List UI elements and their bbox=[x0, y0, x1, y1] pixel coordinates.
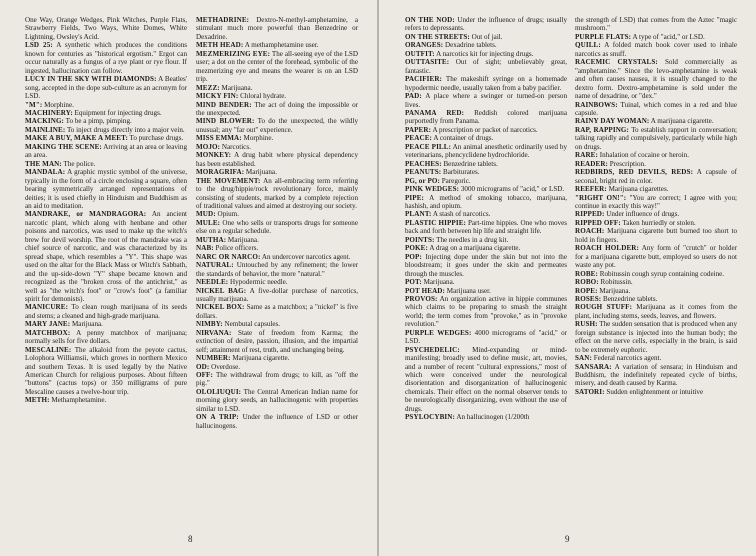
glossary-entry bbox=[405, 126, 567, 134]
entry-term: MAKE A BUY, MAKE A MEET: bbox=[25, 134, 128, 143]
entry-definition: The sudden sensation that is produced when any foreign substance is injected into the human body; the effect on the nerve cells, especially in the brain, is said to be extremely euphoric. bbox=[575, 320, 737, 354]
glossary-entry bbox=[196, 244, 358, 252]
entry-term: PAPER: bbox=[405, 125, 432, 134]
entry-term: NIMBY: bbox=[196, 320, 223, 329]
entry-term: SANSARA: bbox=[575, 362, 612, 371]
glossary-entry bbox=[405, 50, 567, 58]
entry-term: REEFER: bbox=[575, 185, 607, 194]
glossary-entry bbox=[196, 287, 358, 304]
glossary-entry bbox=[405, 253, 567, 278]
entry-definition: Marijuana cigarette. bbox=[230, 354, 290, 363]
glossary-entry bbox=[575, 151, 737, 159]
entry-definition: "You are correct; I agree with you; continue in exactly this way!" bbox=[575, 193, 737, 210]
entry-definition: The act of doing the impossible or the unexpected. bbox=[196, 100, 358, 117]
glossary-entry bbox=[405, 177, 567, 185]
glossary-entry bbox=[196, 371, 358, 388]
right-page-column-1 bbox=[405, 16, 567, 422]
entry-definition: Narcotics. bbox=[220, 142, 251, 151]
entry-definition: Chloral hydrate. bbox=[238, 92, 287, 101]
entry-definition: Prescription. bbox=[608, 159, 646, 168]
glossary-entry bbox=[196, 363, 358, 371]
entry-term: MULE: bbox=[196, 218, 221, 227]
entry-definition: Reddish colored marijuana purportedly from Panama. bbox=[405, 108, 567, 126]
entry-term: RAINY DAY WOMAN: bbox=[575, 117, 650, 126]
entry-definition: Paregoric. bbox=[439, 176, 471, 185]
entry-definition: Under influence of drugs. bbox=[604, 210, 680, 219]
glossary-entry bbox=[405, 329, 567, 346]
entry-definition: A five-dollar purchase of narcotics, usually marijuana. bbox=[196, 286, 359, 303]
glossary-entry bbox=[405, 109, 567, 126]
entry-term: PEACE: bbox=[405, 134, 433, 143]
glossary-entry bbox=[405, 58, 567, 75]
entry-definition: Dextro-N-methyl-amphetamine, a stimulant much more powerful than Benzedrine or Dexadrine. bbox=[196, 16, 358, 41]
entry-definition: Hypodermic needle. bbox=[228, 278, 288, 287]
entry-definition: Nembutal capsules. bbox=[222, 320, 281, 329]
entry-term: PURPLE WEDGES: bbox=[405, 328, 472, 337]
entry-term: MUD: bbox=[196, 210, 216, 219]
glossary-entry bbox=[575, 58, 737, 100]
page-number: 9 bbox=[565, 534, 570, 544]
entry-definition: Robitussin. bbox=[598, 278, 633, 287]
entry-term: ROACH: bbox=[575, 227, 605, 236]
glossary-entry bbox=[196, 388, 358, 413]
entry-term: MIND BENDER: bbox=[196, 100, 252, 109]
entry-term: ROACH HOLDER: bbox=[575, 244, 639, 253]
entry-definition: The all-seeing eye of the LSD user; a dot on the center of the forehead, symbolic of the mezmerizing eye and means the wearer is on an LSD trip. bbox=[196, 49, 358, 84]
entry-definition: The alkaloid from the peyote cactus, Lolophora Williamsii, which grows in northern Mexico and southern Texas. It is used legally by the Native American Church for religious purposes. About fifteen "buttons" (cactus tops) or 350 milligrams of pure Mescaline causes a twelve-hour trip. bbox=[25, 345, 187, 396]
glossary-entry bbox=[405, 346, 567, 414]
glossary-entry-continuation bbox=[25, 16, 187, 41]
entry-definition: Benzedrine tablets. bbox=[441, 159, 498, 168]
glossary-entry bbox=[405, 295, 567, 329]
entry-term: POKE: bbox=[405, 244, 428, 253]
entry-term: MESCALINE: bbox=[25, 345, 72, 354]
entry-definition: One who sells or transports drugs for someone else on a regular schedule. bbox=[196, 218, 358, 236]
entry-definition: Under the influence of drugs; usually refers to depressants. bbox=[405, 16, 568, 33]
glossary-entry bbox=[575, 227, 737, 244]
glossary-entry bbox=[25, 101, 187, 109]
entry-definition: An all-embracing term referring to the drug/hippie/rock revolutionary force, mainly consisting of students, marked by a complete rejection of traditional values and aimed at destroying our society. bbox=[196, 176, 358, 210]
entry-term: NUMBER: bbox=[196, 354, 231, 363]
entry-term: MANDRAKE, or MANDRAGORA: bbox=[25, 210, 147, 219]
entry-definition: State of freedom from Karma; the extinction of desire, passion, illusion, and the impartial self; attainment of rest, truth, and unchanging being. bbox=[196, 328, 358, 354]
entry-term: OLOLIUQUI: bbox=[196, 387, 242, 396]
entry-definition: To purchase drugs. bbox=[127, 134, 184, 143]
entry-definition: A graphic mystic symbol of the universe, typically in the form of a circle enclosing a square, often bearing symmetrically arranged representations of deities; it is used chiefly in Hinduism and Buddhism as an aid to meditation. bbox=[25, 168, 187, 210]
entry-term: ORANGES: bbox=[405, 41, 444, 50]
glossary-entry bbox=[196, 50, 358, 84]
entry-term: MICKY FIN: bbox=[196, 92, 239, 101]
entry-term: PROVOS: bbox=[405, 294, 438, 303]
entry-definition: The police. bbox=[61, 159, 96, 168]
glossary-entry bbox=[575, 160, 737, 168]
entry-term: RUSH: bbox=[575, 320, 598, 329]
entry-definition: Out of sight; unbelievably great, fantastic. bbox=[405, 58, 567, 75]
entry-term: NARC OR NARCO: bbox=[196, 252, 261, 261]
glossary-entry bbox=[575, 185, 737, 193]
glossary-entry bbox=[575, 320, 737, 354]
entry-definition: 3000 micrograms of "acid," or LSD. bbox=[459, 185, 565, 194]
entry-definition: Marijuana. bbox=[219, 83, 253, 92]
glossary-entry bbox=[196, 16, 358, 41]
glossary-entry bbox=[196, 236, 358, 244]
entry-definition: Marijuana. bbox=[244, 168, 277, 177]
entry-definition: A marijuana cigarette. bbox=[649, 117, 714, 126]
entry-definition: Dexadrine tablets. bbox=[443, 41, 497, 50]
entry-term: REDBIRDS, RED DEVILS, REDS: bbox=[575, 168, 694, 177]
entry-term: OD: bbox=[196, 362, 210, 371]
entry-term: MORAGRIFA: bbox=[196, 168, 245, 177]
entry-term: NICKEL BAG: bbox=[196, 286, 247, 295]
entry-term: PIPE: bbox=[405, 193, 425, 202]
glossary-entry bbox=[196, 303, 358, 320]
glossary-entry bbox=[196, 41, 358, 49]
entry-definition: Opium. bbox=[215, 210, 239, 219]
entry-term: THE MOVEMENT: bbox=[196, 176, 261, 185]
entry-term: ON A TRIP: bbox=[196, 413, 239, 422]
entry-definition: A capsule of seconal, bright red in color. bbox=[575, 168, 737, 185]
glossary-entry bbox=[405, 16, 567, 33]
glossary-entry bbox=[25, 329, 187, 346]
entry-term: OUTTASITE: bbox=[405, 58, 450, 67]
entry-definition: Marijuana as it comes from the plant, including stems, seeds, leaves, and flowers. bbox=[575, 303, 737, 320]
entry-term: METH HEAD: bbox=[196, 41, 244, 50]
entry-definition: Marijuana user. bbox=[445, 286, 491, 295]
entry-term: MIND BLOWER: bbox=[196, 117, 255, 126]
glossary-entry bbox=[405, 236, 567, 244]
glossary-entry bbox=[575, 219, 737, 227]
entry-definition: Methamphetamine. bbox=[49, 396, 107, 405]
glossary-entry bbox=[196, 219, 358, 236]
entry-definition: Equipment for injecting drugs. bbox=[72, 108, 162, 117]
entry-term: ON THE STREETS: bbox=[405, 32, 470, 41]
entry-definition: The withdrawal from drugs; to kill, as "off the pig." bbox=[196, 371, 358, 388]
glossary-entry bbox=[405, 134, 567, 142]
glossary-entry bbox=[25, 126, 187, 134]
entry-term: "M": bbox=[25, 100, 43, 109]
glossary-entry bbox=[575, 168, 737, 185]
entry-term: PLANT: bbox=[405, 210, 432, 219]
right-page-column-2 bbox=[575, 16, 737, 396]
entry-definition: To establish rapport in conversation; talking rapidly and compulsively, particularly while high on drugs. bbox=[575, 125, 737, 151]
glossary-entry bbox=[575, 270, 737, 278]
entry-term: RAINBOWS: bbox=[575, 100, 618, 109]
glossary-entry bbox=[405, 210, 567, 218]
glossary-entry bbox=[575, 244, 737, 269]
glossary-entry bbox=[196, 168, 358, 176]
entry-term: MARY JANE: bbox=[25, 320, 71, 329]
glossary-entry bbox=[575, 354, 737, 362]
entry-definition: A penny matchbox of marijuana; normally sells for five dollars. bbox=[25, 328, 187, 346]
entry-definition: Robitussin cough syrup containing codeine. bbox=[597, 269, 725, 278]
entry-definition: Any form of "crutch" or holder for a marijuana cigarette butt, employed so users do not waste any pot. bbox=[575, 244, 737, 270]
glossary-entry bbox=[25, 117, 187, 125]
entry-term: PINK WEDGES: bbox=[405, 185, 460, 194]
glossary-entry bbox=[405, 413, 567, 421]
entry-term: NEEDLE: bbox=[196, 278, 229, 287]
left-page-column-2 bbox=[196, 16, 358, 430]
entry-term: POINTS: bbox=[405, 235, 435, 244]
entry-term: PLASTIC HIPPIE: bbox=[405, 218, 466, 227]
entry-term: ROBE: bbox=[575, 269, 598, 278]
entry-definition: The needles in a drug kit. bbox=[434, 235, 509, 244]
entry-term: PURPLE FLATS: bbox=[575, 32, 632, 41]
entry-term: NAB: bbox=[196, 244, 214, 253]
entry-term: POT: bbox=[405, 278, 422, 287]
entry-term: ROBO: bbox=[575, 278, 599, 287]
entry-term: MATCHBOX: bbox=[25, 328, 71, 337]
entry-term: MANDALA: bbox=[25, 168, 66, 177]
entry-definition: Sold commercially as "amphetamine." Since the levo-amphetamine is weak and often causes nausea, it is usually changed to the dextro form. Dextro-amphetamine is sold under the name of dexadrine, or "dex." bbox=[575, 58, 737, 101]
glossary-entry bbox=[575, 194, 737, 211]
glossary-entry bbox=[196, 413, 358, 430]
glossary-entry bbox=[25, 41, 187, 75]
glossary-entry bbox=[25, 346, 187, 397]
entry-definition: A method of smoking tobacco, marijuana, hashish, and opium. bbox=[405, 193, 567, 210]
entry-definition: To clean rough marijuana of its seeds and stems; a cleaned and high-grade marijuana. bbox=[25, 303, 187, 320]
entry-term: PACIFIER: bbox=[405, 75, 443, 84]
entry-term: MAKING THE SCENE: bbox=[25, 142, 102, 151]
entry-term: OFF: bbox=[196, 371, 213, 380]
glossary-entry bbox=[405, 33, 567, 41]
entry-definition: Barbiturates. bbox=[441, 168, 480, 177]
entry-definition: Under the influence of LSD or other hallucinogens. bbox=[196, 413, 358, 430]
entry-term: PANAMA RED: bbox=[405, 108, 465, 117]
entry-term: ROUGH STUFF: bbox=[575, 303, 633, 312]
glossary-entry bbox=[196, 84, 358, 92]
glossary-entry bbox=[405, 278, 567, 286]
entry-term: ON THE NOD: bbox=[405, 16, 455, 24]
glossary-entry bbox=[196, 143, 358, 151]
entry-definition: One Way, Orange Wedges, Pink Witches, Purple Flats, Strawberry Fields, Two Ways, White Domes, White Lightning, Owsley's Acid. bbox=[25, 16, 187, 41]
entry-definition: Arriving at an area or leaving an area. bbox=[25, 142, 188, 160]
entry-term: RAP, RAPPING: bbox=[575, 125, 630, 134]
entry-definition: A methamphetamine user. bbox=[243, 41, 319, 50]
glossary-entry bbox=[575, 33, 737, 41]
entry-definition: A Beatles' song, accepted in the dope sub-culture as an acronym for LSD. bbox=[25, 75, 188, 101]
entry-definition: Same as a matchbox; a "nickel" is five dollars. bbox=[196, 303, 358, 320]
entry-term: NIRVANA: bbox=[196, 328, 232, 337]
entry-definition: Marijuana cigarettes. bbox=[606, 185, 669, 194]
entry-definition: Mind-expanding or mind-manifesting; broadly used to define music, art, movies, and a number of recent "cultural expressions," most of which were conceived under the neurological disorientation and disorganization of hallucinogenic chemicals. Their effect on the normal observer tends to be neurologically disorganizing, even without the use of drugs. bbox=[405, 345, 567, 413]
glossary-entry bbox=[25, 75, 187, 100]
glossary-entry bbox=[196, 329, 358, 354]
entry-definition: A drag on a marijuana cigarette. bbox=[427, 244, 521, 253]
entry-term: PEACHES: bbox=[405, 159, 442, 168]
glossary-entry bbox=[405, 194, 567, 211]
left-page bbox=[0, 0, 377, 556]
entry-term: RACEMIC CRYSTALS: bbox=[575, 58, 658, 67]
entry-term: PEACE PILL: bbox=[405, 142, 452, 151]
glossary-entry bbox=[196, 177, 358, 211]
left-page-column-1 bbox=[25, 16, 187, 405]
entry-term: POT HEAD: bbox=[405, 286, 445, 295]
entry-term: RARE: bbox=[575, 151, 598, 160]
entry-definition: Marijuana. bbox=[597, 286, 631, 295]
entry-term: MOJO: bbox=[196, 142, 221, 151]
glossary-entry bbox=[25, 303, 187, 320]
glossary-entry bbox=[196, 354, 358, 362]
glossary-entry bbox=[405, 185, 567, 193]
entry-term: "RIGHT ON!": bbox=[575, 193, 627, 202]
glossary-entry bbox=[405, 143, 567, 160]
glossary-entry bbox=[405, 168, 567, 176]
entry-term: MUTHA: bbox=[196, 235, 227, 244]
entry-definition: An hallucinogen (1/200th bbox=[454, 413, 530, 422]
entry-term: RIPPED: bbox=[575, 210, 605, 219]
entry-term: MEZZ: bbox=[196, 83, 220, 92]
entry-term: ROSES: bbox=[575, 294, 602, 303]
entry-definition: A type of "acid," or LSD. bbox=[631, 32, 705, 41]
glossary-entry bbox=[196, 261, 358, 278]
entry-definition: A narcotics kit for injecting drugs. bbox=[434, 49, 534, 58]
entry-definition: A place where a swinger or turned-on person lives. bbox=[405, 92, 567, 109]
glossary-entry bbox=[25, 168, 187, 210]
entry-definition: An ancient narcotic plant, which along with henbane and other poisons and narcotics, was used to make up the witch's brew for devil worship. The root of the mandrake was a chief source of narcotic, and was characterized by its spread shape, which resembles a "Y". This shape was used on the altar for the Black Mass or Witch's Sabbath, and the up-side-down "Y" shape became known and recognized as the "broken cross of the antichrist," as well as "the witch's foot" or "crow's foot" (a familiar spirit for demonists). bbox=[25, 210, 187, 303]
entry-term: PSYCHEDELIC: bbox=[405, 345, 460, 354]
entry-definition: Federal narcotics agent. bbox=[591, 354, 662, 363]
glossary-entry bbox=[196, 210, 358, 218]
entry-definition: Part-time hippies. One who moves back and forth between hip life and straight life. bbox=[405, 218, 567, 236]
entry-definition: 4000 micrograms of "acid," or LSD. bbox=[405, 328, 567, 346]
entry-definition: A drug habit where physical dependency has been established. bbox=[196, 151, 358, 168]
glossary-entry bbox=[405, 92, 567, 109]
entry-term: MACKING: bbox=[25, 117, 65, 126]
glossary-entry bbox=[575, 388, 737, 396]
glossary-entry bbox=[25, 320, 187, 328]
entry-term: NATURAL: bbox=[196, 261, 234, 270]
entry-term: METH: bbox=[25, 396, 50, 405]
entry-term: MISS EMMA: bbox=[196, 134, 242, 143]
glossary-entry bbox=[405, 244, 567, 252]
entry-term: OUTFIT: bbox=[405, 49, 435, 58]
entry-definition: Marijuana. bbox=[70, 320, 103, 329]
glossary-entry bbox=[575, 278, 737, 286]
glossary-entry bbox=[575, 287, 737, 295]
entry-definition: A prescription or packet of narcotics. bbox=[431, 125, 538, 134]
entry-definition: The makeshift syringe on a homemade hypodermic needle, usually taken from a baby pacifier. bbox=[405, 75, 567, 92]
glossary-entry-continuation bbox=[575, 16, 737, 33]
glossary-entry bbox=[25, 109, 187, 117]
entry-term: LUCY IN THE SKY WITH DIAMONDS: bbox=[25, 75, 157, 84]
entry-definition: Sudden enlightenment or intuitive bbox=[604, 387, 704, 396]
entry-term: SATORI: bbox=[575, 387, 605, 396]
entry-term: PSYLOCYBIN: bbox=[405, 413, 455, 422]
entry-term: PG, or PO: bbox=[405, 176, 440, 185]
entry-definition: Marijuana. bbox=[226, 235, 259, 244]
entry-term: MACHINERY: bbox=[25, 108, 73, 117]
right-page bbox=[379, 0, 756, 556]
entry-definition: Morphine. bbox=[241, 134, 274, 143]
glossary-entry bbox=[405, 41, 567, 49]
entry-definition: Inhalation of cocaine or heroin. bbox=[597, 151, 689, 160]
glossary-entry bbox=[196, 151, 358, 168]
page-number: 8 bbox=[188, 534, 193, 544]
entry-term: SAN: bbox=[575, 354, 592, 363]
entry-definition: To inject drugs directly into a major vein. bbox=[65, 125, 185, 134]
entry-definition: the strength of LSD) that comes from the Aztec "magic mushroom." bbox=[575, 16, 737, 33]
glossary-entry bbox=[25, 396, 187, 404]
entry-definition: Untouched by any refinement; the lower the standards of behavior, the more "natural." bbox=[196, 261, 358, 278]
entry-definition: Out of jail. bbox=[469, 32, 503, 41]
entry-term: PAD: bbox=[405, 92, 422, 101]
glossary-entry bbox=[196, 253, 358, 261]
entry-term: RIPPED OFF: bbox=[575, 218, 621, 227]
entry-term: QUILL: bbox=[575, 41, 601, 50]
glossary-entry bbox=[196, 117, 358, 134]
entry-term: NICKEL BOX: bbox=[196, 303, 245, 312]
entry-definition: Tuinal, which comes in a red and blue capsule. bbox=[575, 100, 737, 117]
entry-definition: A synthetic which produces the conditions known for centuries as "historical ergotism." Ergot can occur naturally as a fungus of a rye plant or rye flour. If ingested, hallucination can follow. bbox=[25, 41, 187, 75]
entry-definition: The Central American Indian name for morning glory seeds, an hallucinogenic with properties similar to LSD. bbox=[196, 387, 358, 413]
entry-definition: An organization active in hippie communes which claims to be preparing to smash the straight world; the term comes from "provoke," as in "provoke revolution." bbox=[405, 294, 567, 329]
glossary-entry bbox=[196, 92, 358, 100]
entry-term: METHADRINE: bbox=[196, 16, 250, 24]
entry-term: PEANUTS: bbox=[405, 168, 442, 177]
entry-definition: To be a pimp, pimping. bbox=[64, 117, 132, 126]
entry-term: MONKEY: bbox=[196, 151, 232, 160]
entry-definition: Marijuana. bbox=[421, 278, 455, 287]
entry-term: POP: bbox=[405, 252, 422, 261]
entry-definition: A container of drugs. bbox=[432, 134, 494, 143]
entry-definition: An undercover narcotics agent. bbox=[260, 252, 351, 261]
glossary-entry bbox=[575, 126, 737, 151]
glossary-entry bbox=[405, 287, 567, 295]
entry-definition: An animal anesthetic ordinarily used by veterinarians, phencyclidene hydrochloride. bbox=[405, 142, 568, 160]
glossary-entry bbox=[405, 219, 567, 236]
glossary-entry bbox=[405, 75, 567, 92]
glossary-entry bbox=[196, 134, 358, 142]
glossary-entry bbox=[196, 320, 358, 328]
entry-definition: A folded match book cover used to inhale narcotics as snuff. bbox=[575, 41, 737, 58]
entry-definition: To do the unexpected, the wildly unusual; any "far out" experience. bbox=[196, 117, 358, 134]
glossary-entry bbox=[575, 101, 737, 118]
entry-term: THE MAN: bbox=[25, 159, 62, 168]
entry-definition: Benzedrine tablets. bbox=[601, 294, 658, 303]
glossary-entry bbox=[405, 160, 567, 168]
glossary-entry bbox=[25, 134, 187, 142]
glossary-entry bbox=[575, 295, 737, 303]
entry-term: LSD 25: bbox=[25, 41, 53, 50]
entry-definition: Police officers. bbox=[213, 244, 259, 253]
glossary-entry bbox=[575, 363, 737, 388]
entry-definition: A variation of sensara; in Hinduism and Buddhism, the indefinitely repeated cycle of births, misery, and death caused by Karma. bbox=[575, 362, 737, 388]
entry-term: ROPE: bbox=[575, 286, 598, 295]
entry-definition: A stash of narcotics. bbox=[431, 210, 491, 219]
glossary-entry bbox=[196, 101, 358, 118]
entry-term: READER: bbox=[575, 159, 609, 168]
glossary-entry bbox=[25, 160, 187, 168]
entry-term: MANICURE: bbox=[25, 303, 69, 312]
glossary-entry bbox=[575, 210, 737, 218]
glossary-entry bbox=[575, 117, 737, 125]
entry-definition: Morphine. bbox=[42, 100, 74, 109]
glossary-entry bbox=[25, 210, 187, 303]
glossary-entry bbox=[575, 303, 737, 320]
entry-definition: Injecting dope under the skin but not into the bloodstream; it goes under the skin and permeates through the muscles. bbox=[405, 252, 567, 278]
entry-definition: Taken hurriedly or stolen. bbox=[620, 218, 696, 227]
entry-definition: Overdose. bbox=[209, 362, 241, 371]
glossary-entry bbox=[25, 143, 187, 160]
glossary-entry bbox=[196, 278, 358, 286]
entry-term: MEZMERIZING EYE: bbox=[196, 49, 271, 58]
entry-definition: Marijuana cigarette butt burned too short to hold in fingers. bbox=[575, 227, 737, 244]
entry-term: MAINLINE: bbox=[25, 125, 66, 134]
glossary-entry bbox=[575, 41, 737, 58]
